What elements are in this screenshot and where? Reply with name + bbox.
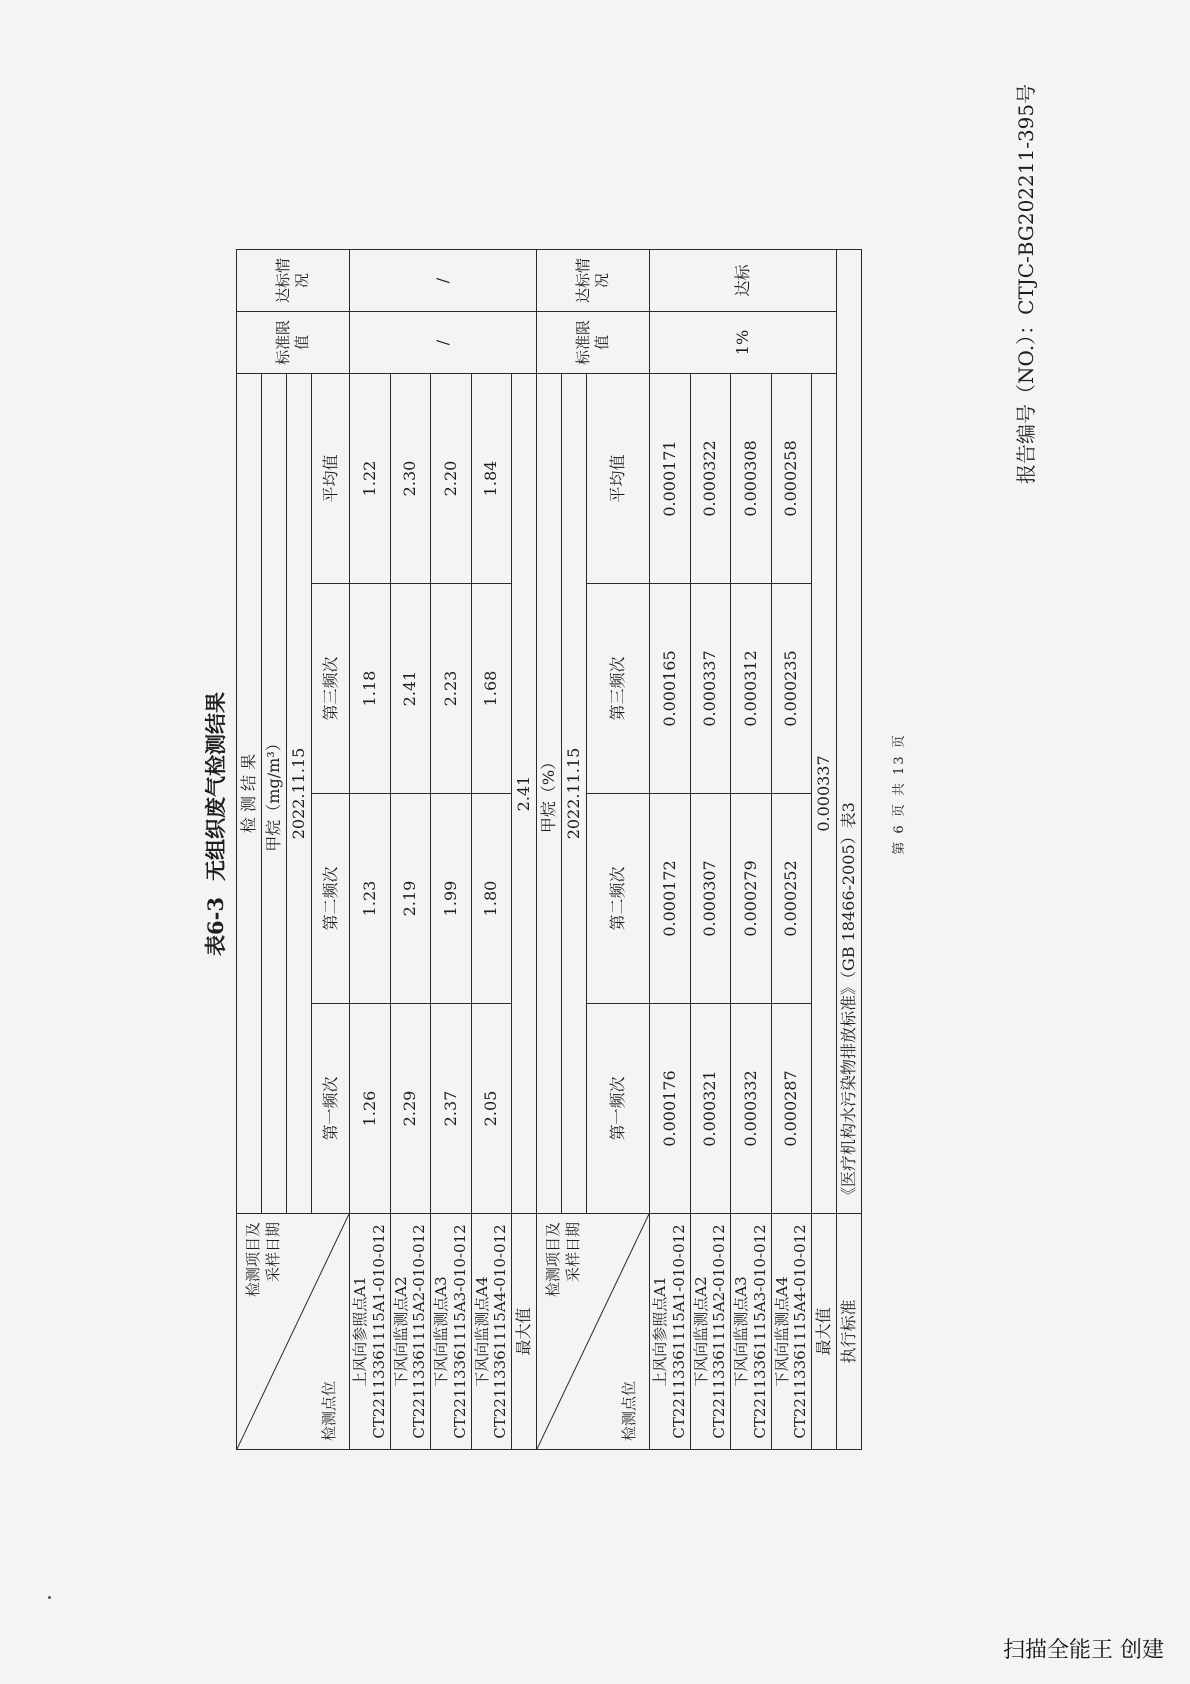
standard-label: 执行标准: [837, 1214, 862, 1450]
corner-bottom-text: 检测点位: [320, 1380, 339, 1441]
value-cell: 0.000322: [690, 373, 731, 583]
value-cell: 2.29: [390, 1004, 431, 1214]
value-cell: 2.41: [390, 584, 431, 794]
value-cell: 1.18: [350, 584, 391, 794]
table-number: 表6-3: [203, 897, 228, 956]
results-table: [236, 249, 862, 1450]
item-1: 甲烷（mg/m³）: [262, 373, 287, 1213]
table-row: [471, 249, 512, 1449]
limit-header-1: 标准限值: [237, 311, 350, 373]
value-cell: 0.000312: [731, 584, 772, 794]
value-cell: 1.84: [471, 373, 512, 583]
value-cell: 2.19: [390, 794, 431, 1004]
value-cell: 0.000279: [731, 794, 772, 1004]
table-row: [431, 249, 472, 1449]
corner-top-text: 检测项目及 采样日期: [544, 1222, 583, 1298]
value-cell: 0.000172: [650, 794, 691, 1004]
value-cell: 0.000176: [650, 1004, 691, 1214]
standard-row: [837, 249, 862, 1449]
value-cell: 0.000287: [771, 1004, 812, 1214]
value-cell: 0.000308: [731, 373, 772, 583]
scanner-watermark: 扫描全能王 创建: [1003, 1638, 1164, 1663]
corner-header-1: [237, 1214, 350, 1450]
value-cell: 2.05: [471, 1004, 512, 1214]
value-cell: 0.000235: [771, 584, 812, 794]
standard-text: 《医疗机构水污染物排放标准》（GB 18466-2005）表3: [837, 249, 862, 1213]
limit-value-2: 1%: [650, 311, 837, 373]
table-row: [690, 249, 731, 1449]
value-cell: 0.000337: [690, 584, 731, 794]
report-number: 报告编号（NO.）：CTJC-BG202211-395号: [1014, 83, 1038, 484]
max-row: [812, 249, 837, 1449]
value-cell: 2.30: [390, 373, 431, 583]
point-label: 下风向监测点A2 CT22113361115A2-010-012: [690, 1214, 731, 1450]
value-cell: 1.99: [431, 794, 472, 1004]
value-cell: 1.22: [350, 373, 391, 583]
corner-header-2: [537, 1214, 650, 1450]
date-2: 2022.11.15: [562, 373, 587, 1213]
col-header: 第二频次: [312, 794, 350, 1004]
col-header: 第一频次: [587, 1004, 650, 1214]
corner-bottom-text: 检测点位: [620, 1380, 639, 1441]
value-cell: 0.000332: [731, 1004, 772, 1214]
col-header: 第一频次: [312, 1004, 350, 1214]
table-row: [390, 249, 431, 1449]
value-cell: 2.37: [431, 1004, 472, 1214]
compliance-header-2: 达标情况: [537, 249, 650, 311]
value-cell: 0.000307: [690, 794, 731, 1004]
results-header-1: 检 测 结 果: [237, 373, 262, 1213]
col-header: 平均值: [587, 373, 650, 583]
max-row: [512, 249, 537, 1449]
point-label: 下风向监测点A4 CT22113361115A4-010-012: [471, 1214, 512, 1450]
value-cell: 0.000171: [650, 373, 691, 583]
point-label: 下风向监测点A3 CT22113361115A3-010-012: [731, 1214, 772, 1450]
value-cell: 0.000165: [650, 584, 691, 794]
point-label: 上风向参照点A1 CT22113361115A1-010-012: [650, 1214, 691, 1450]
value-cell: 0.000252: [771, 794, 812, 1004]
table-row: [771, 249, 812, 1449]
point-label: 下风向监测点A3 CT22113361115A3-010-012: [431, 1214, 472, 1450]
limit-header-2: 标准限值: [537, 311, 650, 373]
col-header: 第二频次: [587, 794, 650, 1004]
date-1: 2022.11.15: [287, 373, 312, 1213]
value-cell: 0.000258: [771, 373, 812, 583]
col-header: 第三频次: [587, 584, 650, 794]
value-cell: 2.23: [431, 584, 472, 794]
point-label: 下风向监测点A4 CT22113361115A4-010-012: [771, 1214, 812, 1450]
table-row: [731, 249, 772, 1449]
compliance-header-1: 达标情况: [237, 249, 350, 311]
table-caption: [200, 544, 230, 1104]
max-label: 最大值: [812, 1214, 837, 1450]
value-cell: 1.80: [471, 794, 512, 1004]
value-cell: 1.26: [350, 1004, 391, 1214]
col-header: 平均值: [312, 373, 350, 583]
point-label: 下风向监测点A2 CT22113361115A2-010-012: [390, 1214, 431, 1450]
max-value: 0.000337: [812, 373, 837, 1213]
compliance-value-1: /: [350, 249, 537, 311]
point-label: 上风向参照点A1 CT22113361115A1-010-012: [350, 1214, 391, 1450]
value-cell: 1.23: [350, 794, 391, 1004]
item-2: 甲烷（%）: [537, 373, 562, 1213]
max-label: 最大值: [512, 1214, 537, 1450]
scan-speck: [48, 1596, 51, 1599]
page-footer: 第 6 页 共 13 页: [892, 733, 907, 855]
table-title: 无组织废气检测结果: [203, 692, 228, 882]
max-value: 2.41: [512, 373, 537, 1213]
value-cell: 2.20: [431, 373, 472, 583]
compliance-value-2: 达标: [650, 249, 837, 311]
corner-top-text: 检测项目及 采样日期: [244, 1222, 283, 1298]
table-row: [350, 249, 391, 1449]
table-row: [650, 249, 691, 1449]
col-header: 第三频次: [312, 584, 350, 794]
limit-value-1: /: [350, 311, 537, 373]
value-cell: 1.68: [471, 584, 512, 794]
value-cell: 0.000321: [690, 1004, 731, 1214]
